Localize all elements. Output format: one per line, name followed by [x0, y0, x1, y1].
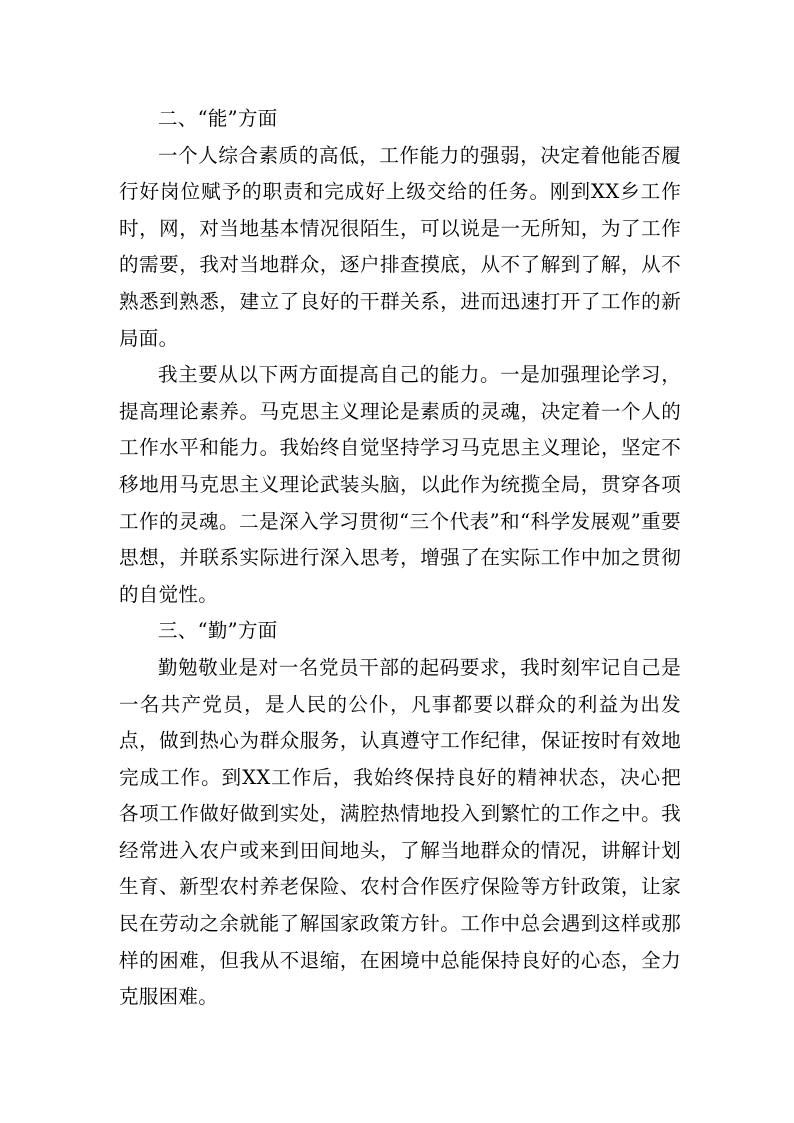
document-body — [119, 101, 681, 1016]
section-heading-ability: 二、“能”方面 — [158, 107, 278, 130]
section-heading-diligence: 三、“勤”方面 — [158, 619, 278, 643]
body-paragraph: 勤勉敬业是对一名党员干部的起码要求，我时刻牢记自己是一名共产党员，是人民的公仆，凡事都要以群众的利益为出发点，做到热心为群众服务，认真遵守工作纪律，保证按时有效地完成工作。到XX工作后，我始终保持良好的精神状态，决心把各项工作做好做到实处，满腔热情地投入到繁忙的工作之中。我经常进入农户或来到田间地头，了解当地群众的情况，讲解计划生育、新型农村养老保险、农村合作医疗保险等方针政策，让家民在劳动之余就能了解国家政策方针。工作中总会遇到这样或那样的困难，但我从不退缩，在困境中总能保持良好的心态，全力克服困难。 — [119, 655, 681, 1009]
body-paragraph: 一个人综合素质的高低，工作能力的强弱，决定着他能否履行好岗位赋予的职责和完成好上级交给的任务。刚到XX乡工作时，网，对当地基本情况很陌生，可以说是一无所知，为了工作的需要，我对当地群众，逐户排查摸底，从不了解到了解，从不熟悉到熟悉，建立了良好的干群关系，进而迅速打开了工作的新局面。 — [119, 143, 681, 350]
body-paragraph: 我主要从以下两方面提高自己的能力。一是加强理论学习，提高理论素养。马克思主义理论是素质的灵魂，决定着一个人的工作水平和能力。我始终自觉坚持学习马克思主义理论，坚定不移地用马克思主义理论武装头脑，以此作为统揽全局，贯穿各项工作的灵魂。二是深入学习贯彻“三个代表”和“科学发展观”重要思想，并联系实际进行深入思考，增强了在实际工作中加之贯彻的自觉性。 — [119, 363, 681, 606]
